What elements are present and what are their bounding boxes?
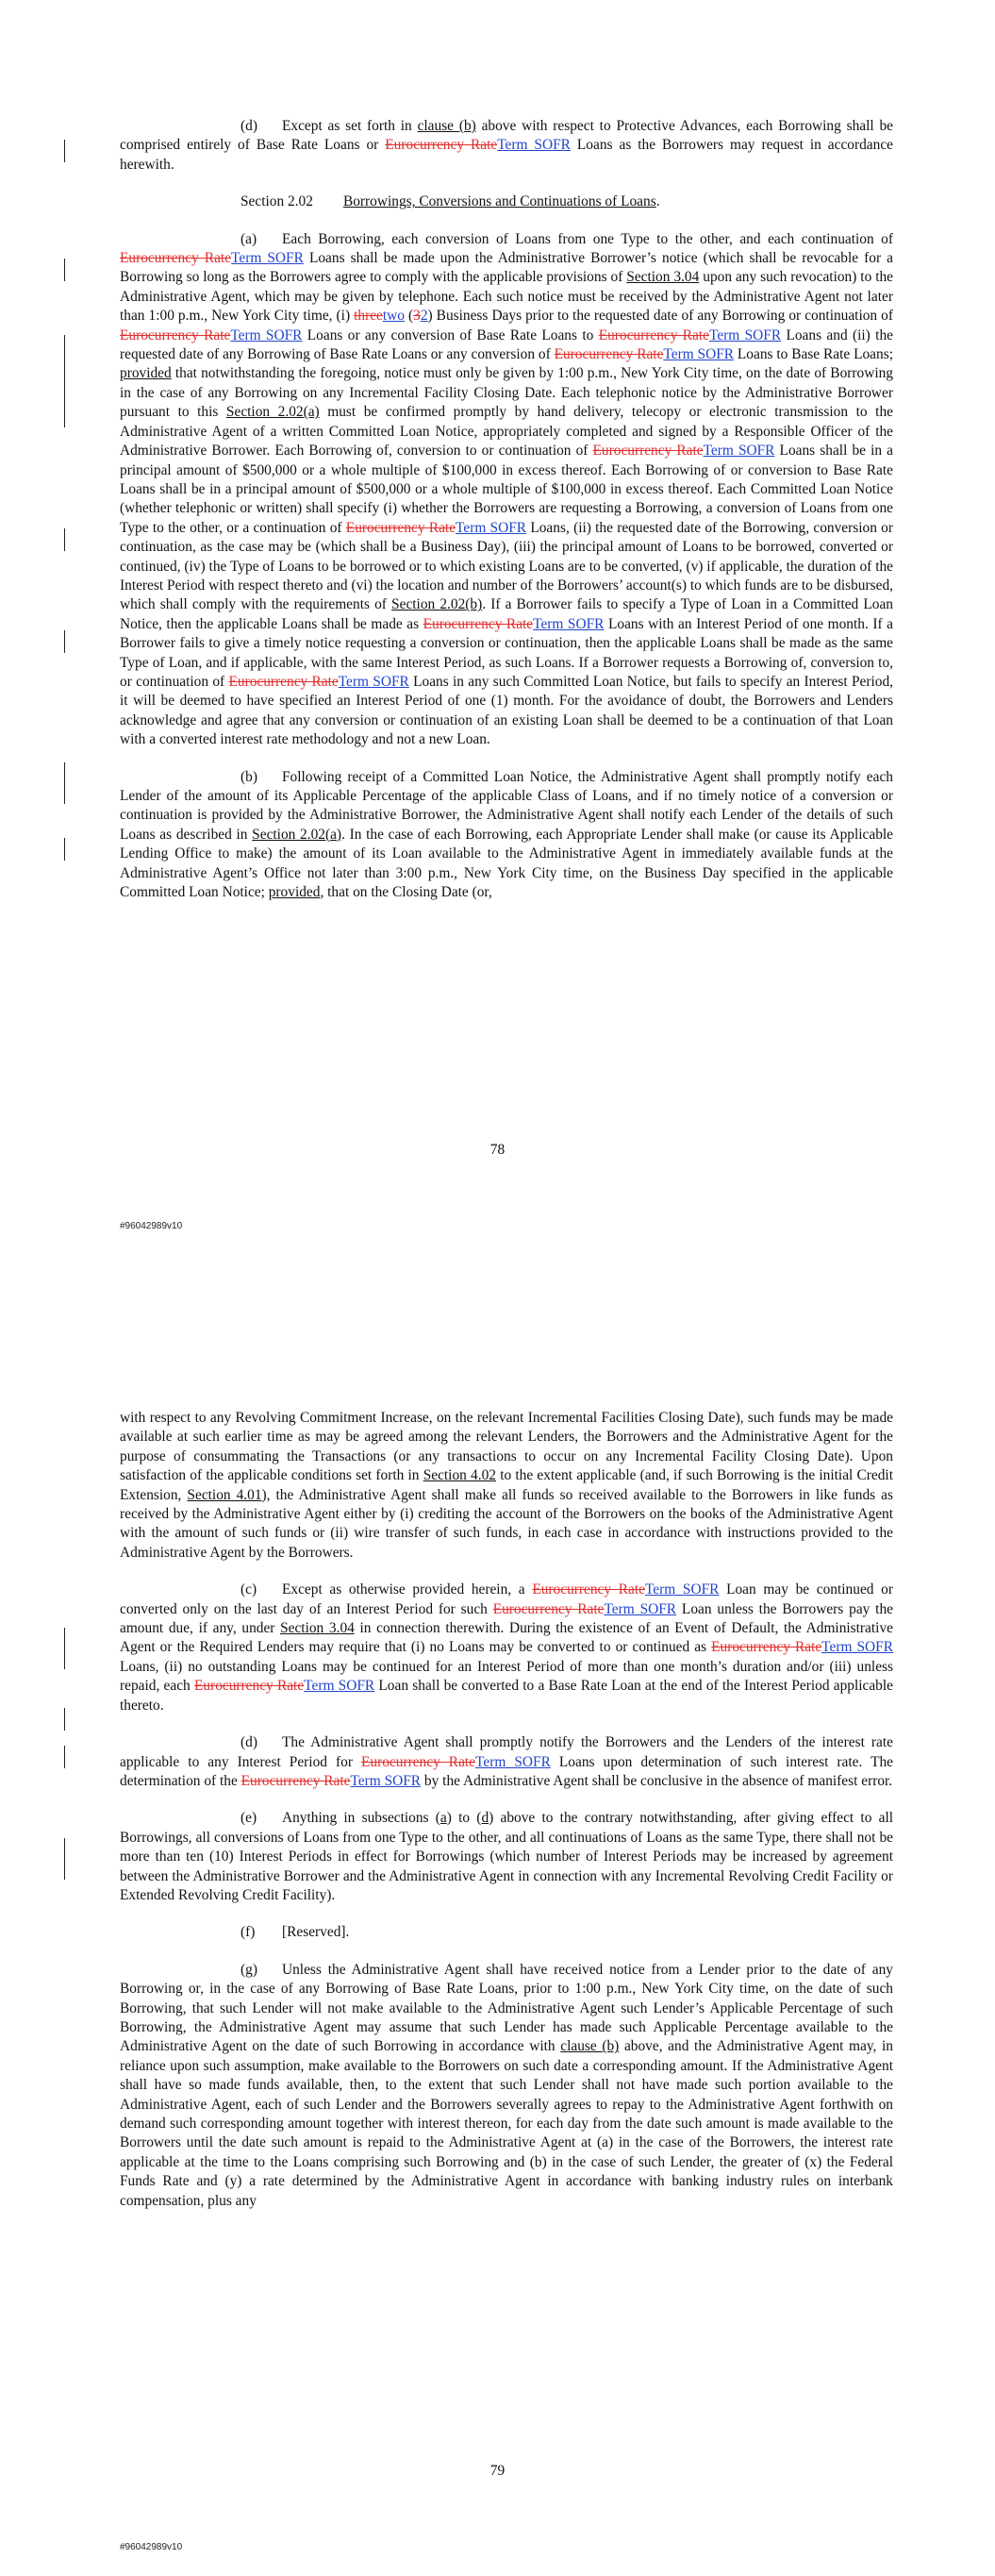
cross-reference: clause (b) — [560, 2038, 620, 2055]
deleted-text: Eurocurrency Rate — [592, 443, 704, 460]
change-bar — [64, 528, 65, 551]
cross-reference: Section 4.01 — [187, 1486, 262, 1503]
paragraph-d: (d) Except as set forth in clause (b) above with respect to Protective Advances, each Borrowing shall be comprised entirely of Base Rate Loans or Eurocurrency RateTerm SOFR Loans as the Borrowers may request in accordance herewith. — [120, 118, 894, 173]
change-bar — [64, 140, 65, 162]
inserted-text: Term SOFR — [456, 519, 527, 536]
inserted-text: Term SOFR — [821, 1639, 893, 1656]
inserted-text: 2 — [420, 308, 428, 325]
paragraph-label: (a) — [240, 230, 257, 247]
deleted-text: 3 — [413, 308, 421, 325]
inserted-text: Term SOFR — [533, 615, 605, 632]
deleted-text: Eurocurrency Rate — [193, 1678, 305, 1695]
paragraph-label: (g) — [240, 1961, 257, 1978]
change-bar — [64, 1708, 65, 1731]
paragraph-continued: with respect to any Revolving Commitment Increase, on the relevant Incremental Facilities Closing Date), such funds may be made available at such earlier time as may be agreed among the relevant Lenders, the Borrowers and the Administrative Agent for the purpose of consummating the Transactions (or any transactions to occur on any Incremental Facility Closing Date). Upon satisfaction of the applicable conditions set forth in Section 4.02 to the extent applicable (and, if such Borrowing is the initial Credit Extension, Section 4.01), the Administrative Agent shall make all funds so received available to the Borrowers in like funds as received by the Administrative Agent either by (i) crediting the account of the Borrowers on the books of the Administrative Agent with the amount of such funds or (ii) wire transfer of such funds, in each case in accordance with instructions provided to the Administrative Agent by the Borrowers. — [120, 1410, 893, 1561]
page-78-body — [120, 117, 893, 920]
inserted-text: Term SOFR — [231, 250, 304, 267]
inserted-text: Term SOFR — [604, 1600, 677, 1617]
page-78 — [0, 0, 995, 1255]
inserted-text: Term SOFR — [304, 1678, 375, 1695]
cross-reference: a — [439, 1810, 447, 1827]
inserted-text: Term SOFR — [497, 137, 571, 154]
cross-reference: clause (b) — [417, 118, 476, 134]
deleted-text: Eurocurrency Rate — [120, 326, 231, 343]
deleted-text: Eurocurrency Rate — [345, 519, 456, 536]
page-79-body — [120, 1409, 893, 2229]
deleted-text: three — [354, 308, 383, 325]
inserted-text: Term SOFR — [350, 1772, 422, 1789]
deleted-text: Eurocurrency Rate — [711, 1639, 822, 1656]
deleted-text: Eurocurrency Rate — [492, 1600, 605, 1617]
paragraph-d: (d) The Administrative Agent shall promptly notify the Borrowers and the Lenders of the interest rate applicable to any Interest Period for Eurocurrency RateTerm SOFR Loans upon determination of such interest rate. The determination of the Eurocurrency RateTerm SOFR by the Administrative Agent shall be conclusive in the absence of manifest error. — [120, 1734, 894, 1789]
cross-reference: Section 2.02(a) — [225, 404, 320, 421]
inserted-text: Term SOFR — [663, 346, 735, 363]
inserted-text: two — [382, 308, 405, 325]
paragraph-label: (f) — [240, 1924, 256, 1941]
section-heading: Section 2.02 Borrowings, Conversions and Continuations of Loans. — [240, 193, 660, 210]
inserted-text: Term SOFR — [709, 326, 782, 343]
change-bar — [64, 1628, 65, 1669]
deleted-text: Eurocurrency Rate — [361, 1753, 476, 1770]
deleted-text: Eurocurrency Rate — [240, 1772, 351, 1789]
document-id: #96042989v10 — [120, 1221, 183, 1231]
provided-term: provided — [268, 884, 321, 901]
inserted-text: Term SOFR — [338, 673, 409, 690]
deleted-text: Eurocurrency Rate — [120, 250, 232, 267]
cross-reference: Section 4.02 — [423, 1467, 496, 1484]
page-number: 78 — [489, 1142, 506, 1158]
document-id: #96042989v10 — [120, 2542, 183, 2552]
provided-term: provided — [120, 365, 172, 382]
deleted-text: Eurocurrency Rate — [532, 1581, 645, 1598]
paragraph-label: (b) — [240, 768, 257, 785]
deleted-text: Eurocurrency Rate — [598, 326, 709, 343]
cross-reference: Section 2.02(b) — [391, 596, 483, 613]
paragraph-label: (d) — [240, 118, 257, 134]
page-number: 79 — [489, 2463, 506, 2479]
change-bar — [64, 762, 65, 804]
paragraph-f: (f) [Reserved]. — [120, 1923, 893, 1942]
change-bar — [64, 259, 65, 281]
deleted-text: Eurocurrency Rate — [554, 346, 664, 363]
inserted-text: Term SOFR — [475, 1753, 551, 1770]
inserted-text: Term SOFR — [230, 326, 303, 343]
paragraph-e: (e) Anything in subsections (a) to (d) above to the contrary notwithstanding, after giving effect to all Borrowings, all conversions of Loans from one Type to the other, and all continuations of Loans as the same Type, there shall not be more than ten (10) Interest Periods in effect for Borrowings (which number of Interest Periods may be increased by agreement between the Administrative Borrower and the Administrative Agent in connection with any Incremental Revolving Credit Facility or Extended Revolving Credit Facility). — [120, 1810, 894, 1903]
paragraph-b: (b) Following receipt of a Committed Loan Notice, the Administrative Agent shall promptly notify each Lender of the amount of its Applicable Percentage of the applicable Class of Loans, and if no timely notice of a conversion or continuation is provided by the Administrative Borrower, the Administrative Agent shall notify each Lender of the details of such Loans as described in Section 2.02(a). In the case of each Borrowing, each Appropriate Lender shall make (or cause its Applicable Lending Office to make) the amount of its Loan available to the Administrative Agent in immediately available funds at the Administrative Agent’s Office not later than 3:00 p.m., New York City time, on the Business Day specified in the applicable Committed Loan Notice; provided, that on the Closing Date (or, — [120, 768, 894, 901]
change-bar — [64, 838, 65, 861]
cross-reference: Section 3.04 — [626, 269, 700, 286]
cross-reference: Section 2.02(a) — [252, 826, 342, 843]
section-number: Section 2.02 — [240, 193, 313, 210]
inserted-text: Term SOFR — [644, 1581, 720, 1598]
cross-reference: d — [481, 1810, 489, 1827]
paragraph-label: (c) — [240, 1581, 257, 1598]
change-bar — [64, 1746, 65, 1768]
deleted-text: Eurocurrency Rate — [423, 615, 534, 632]
deleted-text: Eurocurrency Rate — [385, 137, 498, 154]
change-bar — [64, 630, 65, 653]
change-bar — [64, 335, 65, 427]
inserted-text: Term SOFR — [703, 443, 775, 460]
paragraph-c: (c) Except as otherwise provided herein, a Eurocurrency RateTerm SOFR Loan may be continued or converted only on the last day of an Interest Period for such Eurocurrency RateTerm SOFR Loan unless the Borrowers pay the amount due, if any, under Section 3.04 in connection therewith. During the existence of an Event of Default, the Administrative Agent or the Required Lenders may require that (i) no Loans may be converted to or continued as Eurocurrency RateTerm SOFR Loans, (ii) no outstanding Loans may be continued for an Interest Period of more than one month’s duration and/or (iii) unless repaid, each Eurocurrency RateTerm SOFR Loan shall be converted to a Base Rate Loan at the end of the Interest Period applicable thereto. — [120, 1581, 893, 1714]
paragraph-label: (d) — [240, 1734, 257, 1751]
paragraph-g: (g) Unless the Administrative Agent shall have received notice from a Lender prior to the date of any Borrowing or, in the case of any Borrowing of Base Rate Loans, prior to 1:00 p.m., New York City time, on the date of such Borrowing, that such Lender will not make available to the Administrative Agent such Lender’s Applicable Percentage of such Borrowing, the Administrative Agent may assume that such Lender has made such Applicable Percentage available to the Administrative Agent on the date of such Borrowing in accordance with clause (b) above, and the Administrative Agent may, in reliance upon such assumption, make available to the Borrowers on such date a corresponding amount. If the Administrative Agent shall have so made funds available, then, to the extent that such Lender shall not have made such portion available to the Administrative Agent, each of such Lender and the Borrowers severally agrees to repay to the Administrative Agent forthwith on demand such corresponding amount together with interest thereon, for each day from the date such amount is made available to the Borrowers until the date such amount is repaid to the Administrative Agent at (a) in the case of the Borrowers, the interest rate applicable at the time to the Loans comprising such Borrowing and (b) in the case of such Lender, the greater of (x) the Federal Funds Rate and (y) a rate determined by the Administrative Agent in accordance with banking industry rules on interbank compensation, plus any — [120, 1961, 893, 2209]
cross-reference: Section 3.04 — [280, 1620, 355, 1637]
paragraph-a: (a) Each Borrowing, each conversion of Loans from one Type to the other, and each continuation of Eurocurrency RateTerm SOFR Loans shall be made upon the Administrative Borrower’s notice (which shall be revocable for a Borrowing so long as the Borrowers agree to comply with the applicable provisions of Section 3.04 upon any such revocation) to the Administrative Agent, which may be given by telephone. Each such notice must be received by the Administrative Agent not later than 1:00 p.m., New York City time, (i) threetwo (32) Business Days prior to the requested date of any Borrowing or continuation of Eurocurrency RateTerm SOFR Loans or any conversion of Base Rate Loans to Eurocurrency RateTerm SOFR Loans and (ii) the requested date of any Borrowing of Base Rate Loans or any conversion of Eurocurrency RateTerm SOFR Loans to Base Rate Loans; provided that notwithstanding the foregoing, notice must only be given by 1:00 p.m., New York City time, on the date of Borrowing in the case of any Borrowing on any Incremental Facility Closing Date. Each telephonic notice by the Administrative Borrower pursuant to this Section 2.02(a) must be confirmed promptly by hand delivery, telecopy or electronic transmission to the Administrative Agent of a written Committed Loan Notice, appropriately completed and signed by a Responsible Officer of the Administrative Borrower. Each Borrowing of, conversion to or continuation of Eurocurrency RateTerm SOFR Loans shall be in a principal amount of $500,000 or a whole multiple of $100,000 in excess thereof. Each Borrowing of or conversion to Base Rate Loans shall be in a principal amount of $500,000 or a whole multiple of $100,000 in excess thereof. Each Committed Loan Notice (whether telephonic or written) shall specify (i) whether the Borrowers are requesting a Borrowing, a conversion of Loans from one Type to the other, or a continuation of Eurocurrency RateTerm SOFR Loans, (ii) the requested date of the Borrowing, conversion or continuation, as the case may be (which shall be a Business Day), (iii) the principal amount of Loans to be borrowed, converted or continued, (iv) the Type of Loans to be borrowed or to which existing Loans are to be converted, (v) if applicable, the duration of the Interest Period with respect thereto and (vi) the location and number of the Borrowers’ account(s) to which funds are to be disbursed, which shall comply with the requirements of Section 2.02(b). If a Borrower fails to specify a Type of Loan in a Committed Loan Notice, then the applicable Loans shall be made as Eurocurrency RateTerm SOFR Loans with an Interest Period of one month. If a Borrower fails to give a timely notice requesting a conversion or continuation, then the applicable Loans shall be made as the same Type of Loan, and if applicable, with the same Interest Period, as such Loans. If a Borrower requests a Borrowing of, conversion to, or continuation of Eurocurrency RateTerm SOFR Loans in any such Committed Loan Notice, but fails to specify an Interest Period, it will be deemed to have specified an Interest Period of one (1) month. For the avoidance of doubt, the Borrowers and Lenders acknowledge and agree that any conversion or continuation of an existing Loan shall be deemed to be a continuation of that Loan with a converted interest rate methodology and not a new Loan. — [120, 230, 894, 748]
deleted-text: Eurocurrency Rate — [228, 673, 339, 690]
change-bar — [64, 1838, 65, 1880]
page-79 — [0, 1321, 995, 2576]
paragraph-label: (e) — [240, 1810, 257, 1827]
section-title: Borrowings, Conversions and Continuations of Loans — [342, 193, 656, 210]
